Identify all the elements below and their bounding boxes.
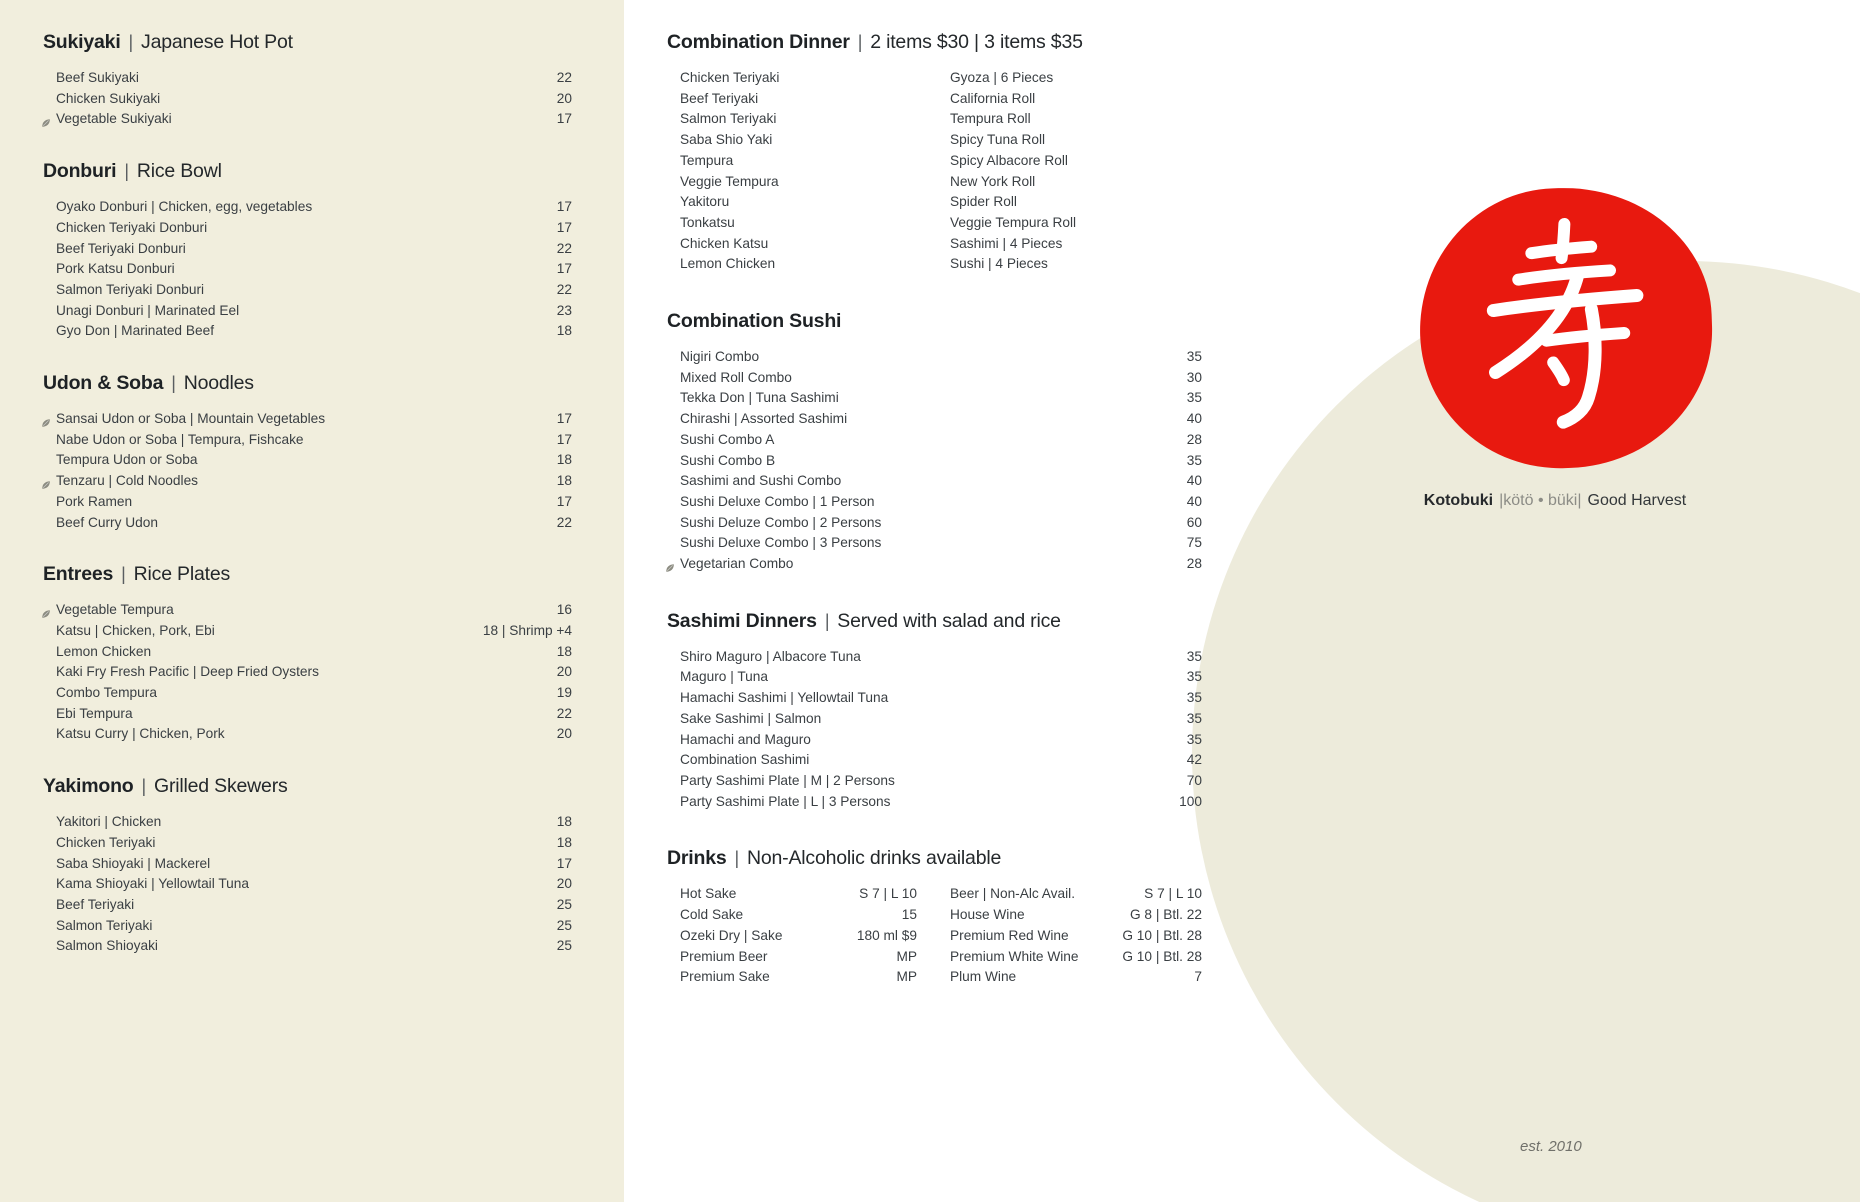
item-name: Chirashi | Assorted Sashimi — [680, 411, 848, 427]
item-name: Lemon Chicken — [56, 643, 152, 659]
established-label: est. 2010 — [1520, 1138, 1582, 1155]
item-price: 19 — [556, 685, 572, 701]
menu-item — [950, 130, 1202, 151]
item-name: Beef Teriyaki — [680, 90, 759, 106]
menu-subcolumn — [680, 884, 917, 988]
veg-leaf-icon — [41, 414, 51, 424]
menu-section — [667, 309, 1202, 575]
menu-item — [950, 68, 1202, 89]
menu-item — [56, 662, 572, 683]
item-price: 35 — [1186, 390, 1202, 406]
item-name: Pork Ramen — [56, 493, 133, 509]
menu-item — [680, 533, 1202, 554]
item-price: 22 — [556, 514, 572, 530]
item-name: Yakitori | Chicken — [56, 814, 162, 830]
item-name: Salmon Shioyaki — [56, 938, 158, 954]
menu-item — [680, 409, 1202, 430]
item-name: Sansai Udon or Soba | Mountain Vegetables — [56, 411, 326, 427]
section-columns — [680, 68, 1202, 275]
menu-item — [56, 513, 572, 534]
menu-item — [680, 967, 917, 988]
item-name: Sashimi and Sushi Combo — [680, 473, 842, 489]
menu-item — [950, 926, 1202, 947]
item-price: 20 — [556, 876, 572, 892]
item-price: 35 — [1186, 710, 1202, 726]
section-title — [43, 159, 572, 183]
item-price: 17 — [556, 493, 572, 509]
item-price: 35 — [1186, 690, 1202, 706]
item-name: Maguro | Tuna — [680, 669, 769, 685]
menu-section — [43, 371, 572, 533]
section-title-subtitle: Non-Alcoholic drinks available — [746, 847, 1002, 870]
section-title-separator: | — [824, 610, 830, 631]
section-title-subtitle: 2 items $30 | 3 items $35 — [870, 31, 1083, 53]
menu-section — [43, 30, 572, 130]
item-name: Premium White Wine — [950, 948, 1079, 964]
item-name: Tenzaru | Cold Noodles — [56, 473, 199, 489]
item-price: 75 — [1186, 535, 1202, 551]
menu-section — [667, 30, 1202, 275]
item-price: 22 — [556, 705, 572, 721]
item-name: Party Sashimi Plate | L | 3 Persons — [680, 793, 891, 809]
menu-item — [56, 492, 572, 513]
menu-item — [950, 947, 1202, 968]
menu-item — [950, 151, 1202, 172]
item-price: 180 ml $9 — [856, 927, 917, 943]
item-name: Premium Sake — [680, 969, 770, 985]
menu-section — [43, 562, 572, 745]
item-price: 60 — [1186, 514, 1202, 530]
menu-item — [56, 704, 572, 725]
item-name: Sushi Combo B — [680, 452, 776, 468]
menu-item — [56, 854, 572, 875]
menu-item — [680, 884, 917, 905]
section-title — [667, 609, 1202, 633]
menu-item — [680, 647, 1202, 668]
item-price: 17 — [556, 855, 572, 871]
section-title-separator: | — [734, 848, 739, 869]
section-title — [667, 846, 1202, 870]
item-name: Gyoza | 6 Pieces — [950, 70, 1054, 85]
menu-item — [56, 916, 572, 937]
item-name: Veggie Tempura — [680, 173, 779, 189]
item-price: G 10 | Btl. 28 — [1122, 948, 1202, 964]
menu-item — [56, 471, 572, 492]
item-name: Spicy Tuna Roll — [950, 132, 1046, 148]
section-title-separator: | — [128, 32, 134, 52]
item-name: Ebi Tempura — [56, 705, 133, 721]
section-title-bold: Entrees — [43, 563, 114, 586]
item-price: 18 — [556, 643, 572, 659]
brand-tagline: Good Harvest — [1587, 492, 1687, 509]
item-name: Tekka Don | Tuna Sashimi — [680, 390, 839, 406]
item-price: 42 — [1186, 752, 1202, 768]
item-name: Hamachi Sashimi | Yellowtail Tuna — [680, 690, 889, 706]
item-name: Chicken Sukiyaki — [56, 90, 161, 106]
section-title — [667, 309, 1202, 333]
section-title-bold: Sukiyaki — [43, 31, 121, 53]
section-title-bold: Udon & Soba — [43, 372, 164, 395]
section-title-subtitle: Served with salad and rice — [837, 609, 1061, 632]
item-name: Premium Beer — [680, 948, 768, 964]
item-name: Sushi Combo A — [680, 431, 775, 447]
menu-item — [680, 554, 1202, 575]
item-name: Unagi Donburi | Marinated Eel — [56, 302, 240, 318]
item-name: Beef Curry Udon — [56, 514, 158, 530]
item-name: Hamachi and Maguro — [680, 731, 811, 747]
menu-item — [56, 833, 572, 854]
item-price: 18 | Shrimp +4 — [482, 622, 572, 638]
brand-lockup — [1330, 492, 1780, 510]
item-price: 16 — [556, 602, 572, 618]
section-title-separator: | — [124, 161, 129, 182]
menu-item — [680, 388, 1202, 409]
menu-item — [680, 513, 1202, 534]
item-price: 70 — [1186, 772, 1202, 788]
section-items — [56, 600, 572, 745]
section-title — [43, 371, 572, 395]
left-menu-column — [43, 30, 572, 986]
item-name: Combination Sashimi — [680, 752, 810, 768]
section-title-bold: Combination Dinner — [667, 31, 850, 53]
section-title-subtitle: Rice Plates — [133, 563, 231, 586]
menu-item — [56, 218, 572, 239]
item-price: MP — [896, 969, 917, 985]
item-name: Beef Sukiyaki — [56, 70, 139, 85]
menu-item — [680, 905, 917, 926]
section-items — [56, 409, 572, 533]
menu-item — [56, 621, 572, 642]
item-price: 22 — [556, 70, 572, 85]
item-name: Katsu | Chicken, Pork, Ebi — [56, 622, 215, 638]
section-title-bold: Drinks — [667, 847, 727, 870]
section-title-subtitle: Rice Bowl — [136, 160, 222, 183]
menu-section — [43, 774, 572, 957]
menu-item — [56, 450, 572, 471]
menu-item — [950, 234, 1202, 255]
item-price: 18 — [556, 473, 572, 489]
menu-item — [680, 709, 1202, 730]
menu-item — [56, 301, 572, 322]
section-title-separator: | — [857, 32, 863, 52]
menu-item — [680, 667, 1202, 688]
item-price: 30 — [1186, 369, 1202, 385]
section-items — [56, 68, 572, 130]
menu-item — [680, 254, 917, 275]
menu-item — [680, 89, 917, 110]
section-columns — [680, 884, 1202, 988]
item-price: 40 — [1186, 493, 1202, 509]
item-price: G 8 | Btl. 22 — [1129, 907, 1202, 923]
menu-item — [950, 254, 1202, 275]
section-title-subtitle: Japanese Hot Pot — [141, 31, 293, 53]
menu-item — [56, 197, 572, 218]
item-name: Nabe Udon or Soba | Tempura, Fishcake — [56, 431, 304, 447]
section-title — [667, 30, 1202, 54]
section-title-bold: Yakimono — [43, 775, 134, 798]
menu-item — [56, 812, 572, 833]
menu-item — [680, 109, 917, 130]
section-title-separator: | — [141, 776, 146, 797]
item-price: 18 — [556, 452, 572, 468]
item-name: Oyako Donburi | Chicken, egg, vegetables — [56, 199, 313, 215]
item-name: Spicy Albacore Roll — [950, 152, 1068, 168]
menu-item — [56, 321, 572, 342]
section-title-separator: | — [121, 564, 126, 585]
item-name: Saba Shio Yaki — [680, 132, 773, 148]
item-price: 22 — [556, 240, 572, 256]
menu-item — [56, 724, 572, 745]
menu-subcolumn — [950, 68, 1202, 275]
menu-item — [56, 936, 572, 957]
item-price: 40 — [1186, 411, 1202, 427]
item-price: 28 — [1186, 431, 1202, 447]
menu-item — [680, 750, 1202, 771]
section-items — [56, 197, 572, 342]
section-title-bold: Combination Sushi — [667, 310, 842, 333]
item-name: Vegetable Tempura — [56, 602, 174, 618]
menu-item — [680, 172, 917, 193]
item-price: 17 — [556, 411, 572, 427]
item-price: 25 — [556, 938, 572, 954]
menu-item — [56, 239, 572, 260]
item-name: Party Sashimi Plate | M | 2 Persons — [680, 772, 895, 788]
item-name: Ozeki Dry | Sake — [680, 927, 783, 943]
section-title — [43, 562, 572, 586]
item-name: House Wine — [950, 907, 1025, 923]
menu-item — [680, 926, 917, 947]
menu-item — [680, 492, 1202, 513]
item-name: Spider Roll — [950, 194, 1017, 210]
menu-item — [680, 151, 917, 172]
item-name: Premium Red Wine — [950, 927, 1069, 943]
section-items — [56, 812, 572, 957]
menu-item — [950, 89, 1202, 110]
item-name: Nigiri Combo — [680, 349, 760, 365]
menu-item — [56, 430, 572, 451]
menu-item — [56, 68, 572, 89]
item-name: Tonkatsu — [680, 214, 735, 230]
item-name: Katsu Curry | Chicken, Pork — [56, 726, 225, 742]
item-price: 17 — [556, 111, 572, 127]
menu-item — [680, 213, 917, 234]
item-price: 20 — [556, 664, 572, 680]
menu-item — [680, 430, 1202, 451]
section-title — [43, 774, 572, 798]
item-name: Chicken Teriyaki Donburi — [56, 219, 208, 235]
item-price: 17 — [556, 219, 572, 235]
section-title-subtitle: Noodles — [183, 372, 254, 395]
section-title — [43, 30, 572, 54]
brand-name: Kotobuki — [1423, 492, 1494, 509]
veg-leaf-icon — [41, 605, 51, 615]
item-name: Sushi | 4 Pieces — [950, 256, 1048, 272]
menu-item — [680, 68, 917, 89]
section-title-bold: Sashimi Dinners — [667, 609, 817, 632]
menu-item — [680, 368, 1202, 389]
section-items — [680, 647, 1202, 813]
item-price: 17 — [556, 261, 572, 277]
item-name: California Roll — [950, 90, 1036, 106]
item-name: Chicken Teriyaki — [56, 834, 156, 850]
menu-item — [950, 109, 1202, 130]
item-price: 22 — [556, 281, 572, 297]
item-name: Combo Tempura — [56, 685, 157, 701]
item-price: 35 — [1186, 669, 1202, 685]
item-name: Sashimi | 4 Pieces — [950, 235, 1063, 251]
item-name: Shiro Maguro | Albacore Tuna — [680, 648, 861, 664]
menu-subcolumn — [680, 68, 917, 275]
menu-section — [667, 609, 1202, 813]
menu-item — [680, 347, 1202, 368]
menu-item — [680, 771, 1202, 792]
item-price: 18 — [556, 323, 572, 339]
item-name: Kaki Fry Fresh Pacific | Deep Fried Oysters — [56, 664, 319, 680]
item-price: 35 — [1186, 731, 1202, 747]
item-price: 35 — [1186, 648, 1202, 664]
menu-item — [56, 642, 572, 663]
menu-item — [56, 280, 572, 301]
item-price: G 10 | Btl. 28 — [1122, 927, 1202, 943]
item-price: 25 — [556, 917, 572, 933]
item-name: Veggie Tempura Roll — [950, 214, 1077, 230]
item-name: Cold Sake — [680, 907, 744, 923]
section-title-separator: | — [171, 373, 176, 394]
menu-item — [56, 874, 572, 895]
item-price: 17 — [556, 431, 572, 447]
item-price: 20 — [556, 726, 572, 742]
item-price: 35 — [1186, 349, 1202, 365]
item-name: Gyo Don | Marinated Beef — [56, 323, 215, 339]
item-name: Pork Katsu Donburi — [56, 261, 175, 277]
item-name: Beef Teriyaki Donburi — [56, 240, 186, 256]
menu-item — [680, 792, 1202, 813]
item-price: 18 — [556, 814, 572, 830]
item-price: 17 — [556, 199, 572, 215]
item-price: 23 — [556, 302, 572, 318]
item-name: Sake Sashimi | Salmon — [680, 710, 822, 726]
menu-section — [43, 159, 572, 342]
item-price: S 7 | L 10 — [1144, 886, 1202, 902]
menu-item — [56, 89, 572, 110]
menu-item — [950, 192, 1202, 213]
item-price: 100 — [1179, 793, 1202, 809]
item-price: 35 — [1186, 452, 1202, 468]
item-name: Tempura Udon or Soba — [56, 452, 198, 468]
section-title-subtitle: Grilled Skewers — [154, 775, 288, 798]
item-price: 20 — [556, 90, 572, 106]
item-price: MP — [896, 948, 917, 964]
section-title-bold: Donburi — [43, 160, 117, 183]
item-price: 28 — [1186, 556, 1202, 572]
menu-item — [680, 471, 1202, 492]
item-name: Plum Wine — [950, 969, 1017, 985]
menu-item — [56, 259, 572, 280]
menu-subcolumn — [950, 884, 1202, 988]
item-name: Chicken Katsu — [680, 235, 769, 251]
item-name: Yakitoru — [680, 194, 730, 210]
veg-leaf-icon — [41, 114, 51, 124]
item-name: Sushi Deluxe Combo | 3 Persons — [680, 535, 882, 551]
item-name: Lemon Chicken — [680, 256, 776, 272]
item-price: S 7 | L 10 — [859, 886, 917, 902]
section-items — [680, 347, 1202, 575]
item-name: Beef Teriyaki — [56, 896, 135, 912]
item-name: Salmon Teriyaki — [680, 111, 777, 127]
kotobuki-kanji-icon — [1458, 212, 1674, 445]
menu-item — [950, 884, 1202, 905]
veg-leaf-icon — [41, 476, 51, 486]
menu-item — [680, 234, 917, 255]
item-price: 40 — [1186, 473, 1202, 489]
item-name: New York Roll — [950, 173, 1036, 189]
item-name: Mixed Roll Combo — [680, 369, 792, 385]
item-name: Saba Shioyaki | Mackerel — [56, 855, 211, 871]
item-price: 7 — [1194, 969, 1202, 985]
menu-item — [56, 600, 572, 621]
item-name: Salmon Teriyaki — [56, 917, 153, 933]
menu-item — [680, 947, 917, 968]
menu-item — [950, 967, 1202, 988]
menu-item — [680, 451, 1202, 472]
menu-item — [680, 130, 917, 151]
item-name: Sushi Deluze Combo | 2 Persons — [680, 514, 882, 530]
menu-item — [680, 192, 917, 213]
item-name: Salmon Teriyaki Donburi — [56, 281, 205, 297]
menu-item — [680, 730, 1202, 751]
menu-item — [950, 213, 1202, 234]
item-name: Sushi Deluxe Combo | 1 Person — [680, 493, 875, 509]
item-name: Kama Shioyaki | Yellowtail Tuna — [56, 876, 250, 892]
menu-item — [950, 905, 1202, 926]
item-name: Vegetable Sukiyaki — [56, 111, 172, 127]
item-name: Hot Sake — [680, 886, 737, 902]
item-name: Tempura — [680, 152, 734, 168]
menu-item — [56, 409, 572, 430]
menu-item — [680, 688, 1202, 709]
menu-item — [56, 109, 572, 130]
item-price: 25 — [556, 896, 572, 912]
middle-menu-column — [667, 30, 1202, 1022]
item-price: 18 — [556, 834, 572, 850]
menu-section — [667, 846, 1202, 988]
item-name: Beer | Non-Alc Avail. — [950, 886, 1076, 902]
item-price: 15 — [901, 907, 917, 923]
item-name: Chicken Teriyaki — [680, 70, 780, 85]
menu-item — [56, 895, 572, 916]
menu-item — [56, 683, 572, 704]
veg-leaf-icon — [665, 559, 675, 569]
item-name: Tempura Roll — [950, 111, 1031, 127]
brand-phonetic: |kötö • büki| — [1499, 492, 1582, 509]
menu-item — [950, 172, 1202, 193]
item-name: Vegetarian Combo — [680, 556, 794, 572]
